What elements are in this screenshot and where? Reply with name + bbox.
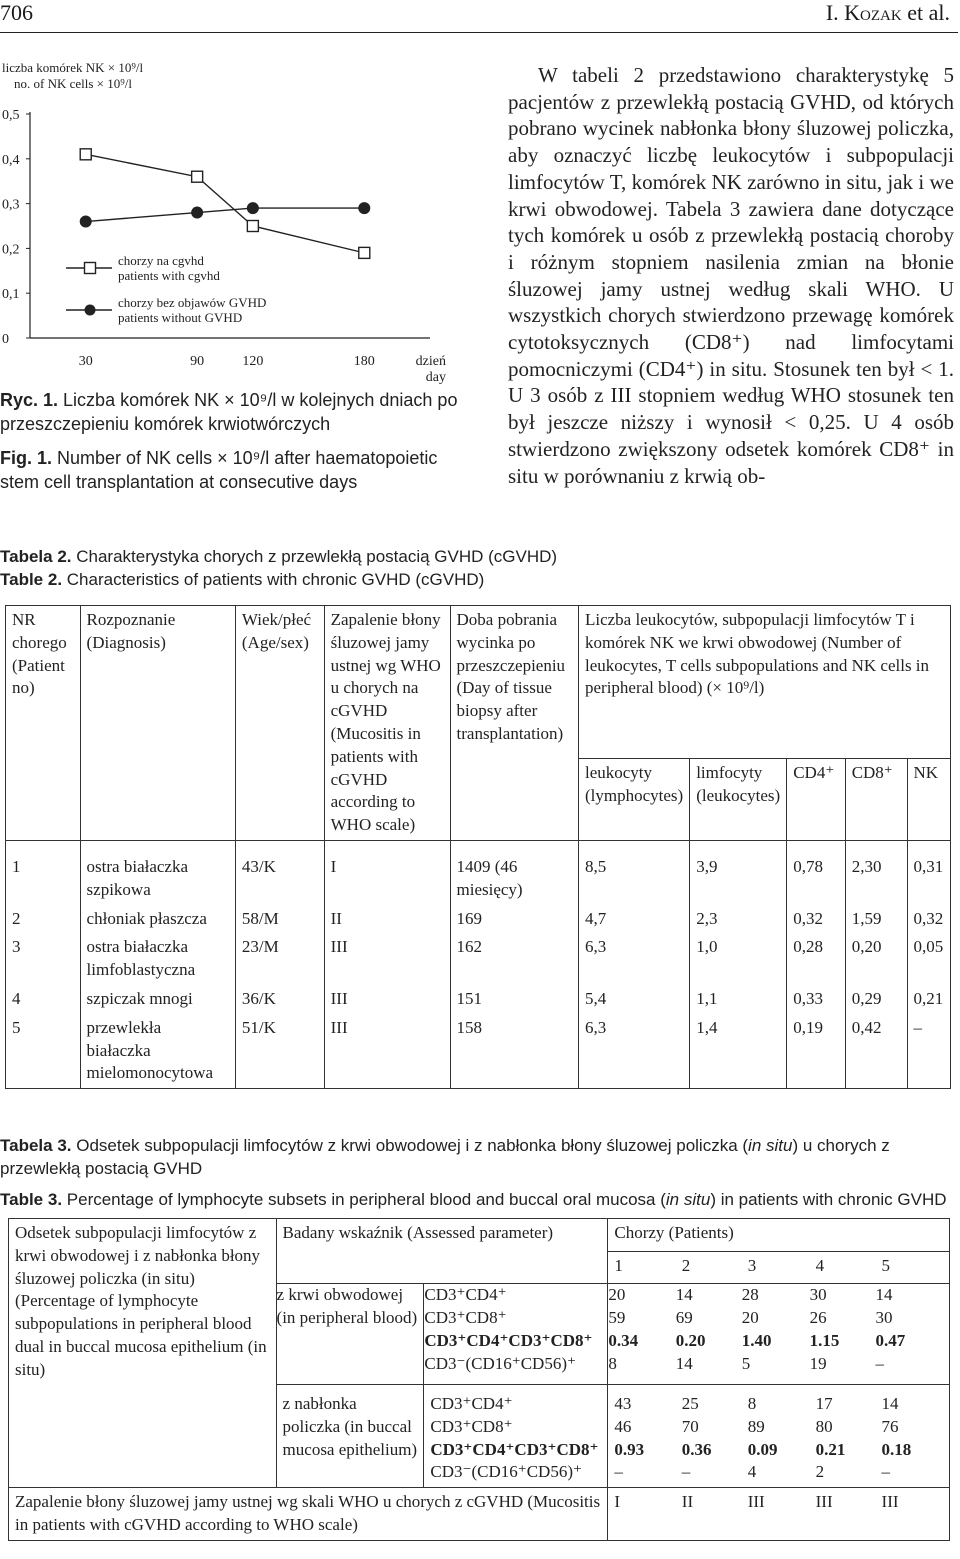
t3-param: CD3⁺CD4⁺ [430, 1394, 513, 1414]
table3-caption-pl-c: ) u chorych z przewlekłą postacią GVHD [0, 1136, 890, 1178]
t3-mucositis-4: III [815, 1492, 833, 1512]
t3-value: 17 [815, 1394, 833, 1414]
t3-patient-3: 3 [742, 1251, 810, 1284]
t2-cell-cd8: 0,42 [845, 1014, 907, 1089]
t2-cell-cd4: 0,32 [787, 905, 845, 934]
t3-value: 0.36 [681, 1439, 712, 1459]
t3-value: 19 [809, 1353, 827, 1373]
t3-mucosa-patient-4 [810, 1385, 876, 1488]
t3-blood-patient-1 [608, 1284, 676, 1385]
data-point-circle [247, 203, 258, 214]
t2-cell-cd8: 0,29 [845, 985, 907, 1014]
data-point-circle [80, 216, 91, 227]
y-axis-label-pl: liczba komórek NK × 10⁹/l [2, 60, 144, 75]
t3-value: 4 [747, 1462, 757, 1482]
t2-cell-age: 36/K [235, 985, 324, 1014]
t3-value: 0.18 [881, 1439, 912, 1459]
table3-caption-en-a: Percentage of lymphocyte subsets in peripheral blood and buccal oral mucosa ( [62, 1190, 666, 1209]
t3-value: 89 [747, 1416, 765, 1436]
t2-cell-nr: 1 [6, 853, 81, 905]
t2-cell-age: 58/M [235, 905, 324, 934]
y-tick-label: 0,3 [2, 197, 20, 213]
t2-header-age: Wiek/płeć (Age/sex) [235, 606, 324, 841]
header-rule [0, 32, 958, 33]
x-tick-label: 90 [190, 354, 205, 369]
t3-value: 0.47 [875, 1330, 906, 1350]
t3-label-blood: z krwi obwodowej (in peripheral blood) [276, 1284, 424, 1385]
t2-cell-leuko: 4,7 [578, 905, 689, 934]
y-tick-label: 0 [2, 332, 9, 347]
t3-value: 8 [747, 1394, 757, 1414]
y-axis-label-en: no. of NK cells × 10⁹/l [14, 76, 133, 91]
t2-cell-cd8: 1,59 [845, 905, 907, 934]
t2-cell-day: 162 [450, 933, 578, 985]
t2-cell-age: 23/M [235, 933, 324, 985]
t2-cell-nk: 0,05 [913, 937, 944, 957]
t2-cell-nk: – [913, 1017, 922, 1037]
legend-label-pl: chorzy na cgvhd [118, 253, 204, 268]
t2-header-nk: NK [907, 759, 951, 841]
t2-cell-who: I [324, 853, 450, 905]
author-suffix: et al. [901, 0, 950, 25]
figure-caption-en-label: Fig. 1. [0, 448, 53, 468]
t3-value: 43 [614, 1394, 632, 1414]
running-author [826, 0, 950, 26]
table3-caption [0, 1134, 950, 1211]
t2-row-2 [6, 905, 951, 934]
t3-header-col2: Badany wskaźnik (Assessed parameter) [276, 1219, 608, 1284]
data-point-square [247, 221, 258, 232]
t3-mucosa-patient-5 [876, 1385, 950, 1488]
t2-cell-nk: 0,31 [913, 856, 944, 876]
t2-header-mucositis: Zapalenie błony śluzowej jamy ustnej wg WHO u chorych na cGVHD (Mucositis in patients with cGVHD according to WHO scale) [324, 606, 450, 841]
t3-param: CD3⁻(CD16⁺CD56)⁺ [424, 1353, 576, 1373]
table2-caption [0, 545, 940, 591]
t2-row-1 [6, 853, 951, 905]
t2-cell-leuko: 6,3 [578, 933, 689, 985]
t3-value: 14 [881, 1394, 899, 1414]
t3-value: – [881, 1462, 891, 1482]
t2-cell-cd8: 0,20 [845, 933, 907, 985]
t3-value: 1.40 [741, 1330, 772, 1350]
t2-cell-limfo: 1,4 [690, 1014, 787, 1089]
author-initial: I. [825, 0, 845, 25]
data-point-circle [192, 207, 203, 218]
t2-cell-day: 169 [450, 905, 578, 934]
t2-header-nr: NR chorego (Patient no) [6, 606, 81, 841]
t2-header-limfo: limfocyty (leukocytes) [690, 759, 787, 841]
t3-param: CD3⁺CD8⁺ [424, 1307, 507, 1327]
table2-caption-en-text: Characteristics of patients with chronic GVHD (cGVHD) [62, 570, 485, 589]
t3-value: – [875, 1353, 885, 1373]
figure-caption-pl [0, 388, 470, 436]
legend-label-en: patients without GVHD [118, 310, 243, 325]
t3-param: CD3⁺CD4⁺CD3⁺CD8⁺ [424, 1330, 593, 1350]
t2-cell-who: III [324, 933, 450, 985]
t3-value: 26 [809, 1307, 827, 1327]
table3-caption-en-label: Table 3. [0, 1190, 63, 1209]
t2-cell-day: 158 [450, 1014, 578, 1089]
table2-caption-en-label: Table 2. [0, 570, 63, 589]
body-paragraph: W tabeli 2 przedstawiono charakterystykę 5 pacjentów z przewlekłą postacią GVHD, od których pobrano wycinek nabłonka błony śluzowej policzka, aby oznaczyć liczbę leukocytów i subpopulacji limfocytów T, komórek NK zarówno in situ, jak i we krwi obwodowej. Tabela 3 zawiera dane dotyczące tych komórek u osób z przewlekłą postacią choroby i różnym stopniem nasilenia zmian na błonie śluzowej jamy ustnej według skali WHO. U wszystkich chorych stwierdzono przewagę komórek cytotoksycznych (CD8⁺) nad limfocytami pomocniczymi (CD4⁺) in situ. Stosunek ten był < 1. U 3 osób z III stopniem według WHO stosunek ten był jeszcze niższy i wynosił < 0,25. U 4 osób stwierdzono zwiększony odsetek komórek CD8⁺ in situ w porównaniu z krwią ob- [508, 63, 954, 488]
t2-cell-cd4: 0,28 [787, 933, 845, 985]
t2-cell-day: 151 [450, 985, 578, 1014]
y-tick-label: 0,5 [2, 108, 20, 123]
t2-cell-limfo: 1,0 [690, 933, 787, 985]
legend-circle-marker [85, 305, 96, 316]
t2-cell-who: II [324, 905, 450, 934]
table3-caption-en-c: ) in patients with chronic GVHD [710, 1190, 947, 1209]
x-tick-label: 120 [242, 354, 264, 369]
t3-mucositis-3: III [747, 1492, 765, 1512]
figure-caption-pl-label: Ryc. 1. [0, 390, 59, 410]
author-name: Kozak [844, 0, 902, 25]
t2-cell-age: 43/K [235, 853, 324, 905]
t3-value: 0.09 [747, 1439, 778, 1459]
t3-value: 2 [815, 1462, 825, 1482]
t2-cell-cd4: 0,19 [787, 1014, 845, 1089]
data-point-circle [359, 203, 370, 214]
y-tick-label: 0,1 [2, 287, 20, 303]
t3-value: 1.15 [809, 1330, 840, 1350]
legend-label-en: patients with cgvhd [118, 268, 220, 283]
t2-cell-nk: 0,21 [913, 988, 944, 1008]
x-axis-label-en: day [425, 370, 446, 385]
t2-cell-nr: 5 [6, 1014, 81, 1089]
table2-caption-pl-text: Charakterystyka chorych z przewlekłą postacią GVHD (cGVHD) [71, 547, 558, 566]
t3-blood-patient-2 [676, 1284, 742, 1385]
figure-caption-en [0, 446, 470, 494]
t2-row-4 [6, 985, 951, 1014]
table2-caption-en [0, 568, 940, 591]
t3-value: 5 [741, 1353, 751, 1373]
t3-value: 28 [741, 1285, 759, 1305]
x-tick-label: 180 [353, 354, 375, 369]
t2-cell-nk: 0,32 [913, 908, 944, 928]
t2-cell-leuko: 6,3 [578, 1014, 689, 1089]
t2-row-3 [6, 933, 951, 985]
t2-cell-who: III [324, 1014, 450, 1089]
table3 [8, 1218, 950, 1541]
t3-param: CD3⁺CD4⁺ [424, 1285, 507, 1305]
t3-param: CD3⁺CD8⁺ [430, 1416, 513, 1436]
t2-cell-leuko: 8,5 [578, 853, 689, 905]
t3-mucositis-2: II [681, 1492, 694, 1512]
t3-value: 25 [681, 1394, 699, 1414]
t3-value: 0.34 [608, 1330, 639, 1350]
t3-value: 76 [881, 1416, 899, 1436]
t2-cell-who: III [324, 985, 450, 1014]
t3-label-mucositis: Zapalenie błony śluzowej jamy ustnej wg skali WHO u chorych z cGVHD (Mucositis in patients with cGVHD according to WHO scale) [9, 1488, 608, 1541]
t2-cell-diagnosis: szpiczak mnogi [80, 985, 235, 1014]
legend-label-pl: chorzy bez objawów GVHD [118, 295, 267, 310]
t3-label-mucosa: z nabłonka policzka (in buccal mucosa epithelium) [276, 1385, 424, 1488]
legend-square-marker [85, 263, 96, 274]
t2-cell-diagnosis: ostra białaczka szpikowa [80, 853, 235, 905]
t3-value: 69 [675, 1307, 693, 1327]
t3-value: – [681, 1462, 691, 1482]
t2-cell-cd4: 0,78 [787, 853, 845, 905]
figure-caption [0, 388, 470, 504]
table3-caption-en [0, 1188, 950, 1211]
t2-header-day: Doba pobrania wycinka po przeszczepieniu (Day of tissue biopsy after transplantation) [450, 606, 578, 841]
t3-params-mucosa [424, 1385, 608, 1488]
t3-value: 70 [681, 1416, 699, 1436]
series-line-1 [86, 154, 365, 253]
t2-header-cd4: CD4⁺ [787, 759, 845, 841]
t3-mucositis-5: III [881, 1492, 899, 1512]
t2-header-cd8: CD8⁺ [845, 759, 907, 841]
t3-params-blood [424, 1284, 608, 1385]
figure-caption-pl-text: Liczba komórek NK × 10⁹/l w kolejnych dniach po przeszczepieniu komórek krwiotwórczych [0, 390, 458, 434]
t3-value: 0.21 [815, 1439, 846, 1459]
t3-value: 20 [608, 1285, 626, 1305]
t2-cell-cd4: 0,33 [787, 985, 845, 1014]
t3-value: 30 [875, 1307, 893, 1327]
t2-cell-diagnosis: przewlekła białaczka mielomonocytowa [80, 1014, 235, 1089]
series-line-2 [86, 208, 365, 221]
t3-patient-5: 5 [876, 1251, 950, 1284]
data-point-square [80, 149, 91, 160]
t3-blood-patient-4 [810, 1284, 876, 1385]
t2-cell-limfo: 3,9 [690, 853, 787, 905]
t3-value: 0.93 [614, 1439, 645, 1459]
t3-value: 14 [675, 1285, 693, 1305]
t3-blood-patient-3 [742, 1284, 810, 1385]
t3-value: 46 [614, 1416, 632, 1436]
t3-value: 30 [809, 1285, 827, 1305]
x-tick-label: 30 [78, 354, 93, 369]
table2-caption-pl [0, 545, 940, 568]
t2-cell-day: 1409 (46 miesięcy) [450, 853, 578, 905]
t2-cell-age: 51/K [235, 1014, 324, 1089]
table3-caption-pl [0, 1134, 950, 1180]
t2-header-diagnosis: Rozpoznanie (Diagnosis) [80, 606, 235, 841]
t3-mucositis-1: I [614, 1492, 621, 1512]
t3-param: CD3⁻(CD16⁺CD56)⁺ [430, 1462, 582, 1482]
t3-value: 80 [815, 1416, 833, 1436]
t3-blood-patient-5 [876, 1284, 950, 1385]
t3-mucosa-patient-1 [608, 1385, 676, 1488]
t3-header-patients: Chorzy (Patients) [608, 1219, 950, 1252]
t3-value: 14 [675, 1353, 693, 1373]
page-number: 706 [0, 0, 33, 25]
t2-cell-cd8: 2,30 [845, 853, 907, 905]
t2-header-leuko: leukocyty (lymphocytes) [578, 759, 689, 841]
nk-cells-line-chart [0, 56, 460, 386]
data-point-square [359, 247, 370, 258]
table2-caption-pl-label: Tabela 2. [0, 547, 72, 566]
t3-value: 0.20 [675, 1330, 706, 1350]
table3-caption-pl-label: Tabela 3. [0, 1136, 72, 1155]
y-tick-label: 0,4 [2, 152, 20, 168]
t3-mucosa-patient-3 [742, 1385, 810, 1488]
table3-caption-en-b: in situ [665, 1190, 711, 1209]
t3-patient-4: 4 [810, 1251, 876, 1284]
t2-row-5 [6, 1014, 951, 1089]
t3-header-col1: Odsetek subpopulacji limfocytów z krwi obwodowej i z nabłonka błony śluzowej policzka (in situ) (Percentage of lymphocyte subpopulations in peripheral blood dual in buccal mucosa epithelium (in situ) [9, 1219, 277, 1385]
t3-value: 8 [608, 1353, 617, 1373]
t3-value: 59 [608, 1307, 626, 1327]
t2-cell-diagnosis: chłoniak płaszcza [80, 905, 235, 934]
t2-cell-limfo: 1,1 [690, 985, 787, 1014]
table3-caption-pl-b: in situ [748, 1136, 793, 1155]
t2-cell-nr: 2 [6, 905, 81, 934]
x-axis-label-pl: dzień [415, 354, 446, 369]
t2-cell-diagnosis: ostra białaczka limfoblastyczna [80, 933, 235, 985]
t3-param: CD3⁺CD4⁺CD3⁺CD8⁺ [430, 1439, 599, 1459]
data-point-square [192, 171, 203, 182]
t3-mucosa-patient-2 [676, 1385, 742, 1488]
figure-caption-en-text: Number of NK cells × 10⁹/l after haematopoietic stem cell transplantation at consecutive days [0, 448, 438, 492]
t2-cell-limfo: 2,3 [690, 905, 787, 934]
t3-patient-2: 2 [676, 1251, 742, 1284]
t2-cell-leuko: 5,4 [578, 985, 689, 1014]
t3-value: – [614, 1462, 623, 1482]
t3-patient-1: 1 [608, 1251, 676, 1284]
t3-value: 14 [875, 1285, 893, 1305]
t3-value: 20 [741, 1307, 759, 1327]
t2-header-counts: Liczba leukocytów, subpopulacji limfocytów T i komórek NK we krwi obwodowej (Number of leukocytes, T cells subpopulations and NK cells in peripheral blood) (× 10⁹/l) [584, 610, 930, 698]
body-text [508, 62, 954, 489]
t2-cell-nr: 4 [6, 985, 81, 1014]
y-tick-label: 0,2 [2, 242, 20, 258]
t2-cell-nr: 3 [6, 933, 81, 985]
table3-caption-pl-a: Odsetek subpopulacji limfocytów z krwi obwodowej i z nabłonka błony śluzowej policzka ( [71, 1136, 749, 1155]
table2 [5, 605, 951, 1089]
